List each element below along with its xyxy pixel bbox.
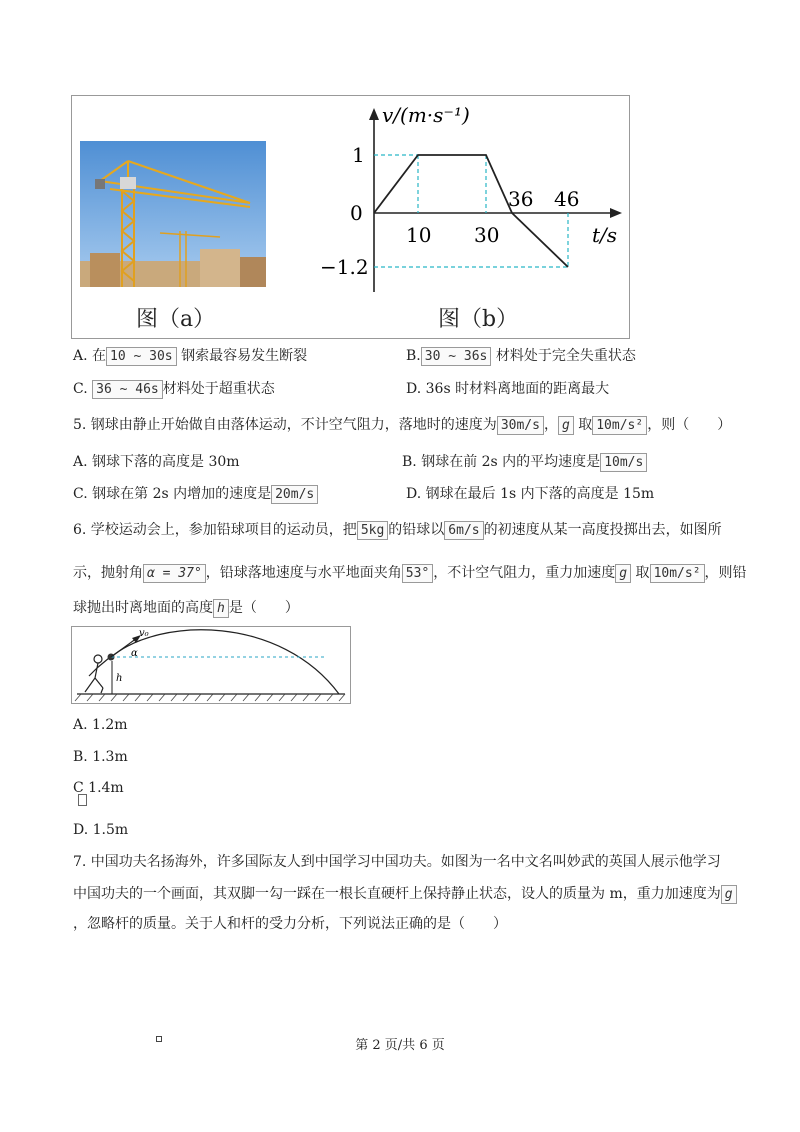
q5-option-c: C. 钢球在第 2s 内增加的速度是 20m/s xyxy=(73,484,318,504)
q4-a-box: 10 ~ 30s xyxy=(106,347,177,366)
q4-option-a: A. 在 10 ~ 30s 钢索最容易发生断裂 xyxy=(73,348,308,364)
tick-x30: 30 xyxy=(474,223,500,247)
x-axis-label: t/s xyxy=(592,223,618,247)
q5-box-g: g xyxy=(558,416,574,435)
vt-line xyxy=(374,155,568,267)
q4-c-box: 36 ~ 46s xyxy=(92,380,163,399)
q6-box-gv: 10m/s² xyxy=(650,564,705,583)
q6-box-53: 53° xyxy=(402,564,433,583)
crane-photo xyxy=(80,141,266,287)
q5-box-gv: 10m/s² xyxy=(592,416,647,435)
tick-x36: 36 xyxy=(508,187,534,211)
q5-box-v: 30m/s xyxy=(497,416,544,435)
q6-box-v0: 6m/s xyxy=(444,521,483,540)
caption-a: 图（a） xyxy=(136,307,216,332)
q7-stem-line1: 7. 中国功夫名扬海外，许多国际友人到中国学习中国功夫。如图为一名中文名叫妙武的英国人展示他学习 xyxy=(73,854,721,870)
tick-y0: 0 xyxy=(350,201,363,225)
vt-graph xyxy=(312,96,628,336)
q6-option-c: C 1.4m xyxy=(73,780,124,796)
q4-option-b: B. 30 ~ 36s 材料处于完全失重状态 xyxy=(406,348,636,364)
q6-box-h: h xyxy=(213,599,229,618)
q5-option-b: B. 钢球在前 2s 内的平均速度是 10m/s xyxy=(402,452,647,472)
tick-ym12: −1.2 xyxy=(320,255,369,279)
q4-b-box: 30 ~ 36s xyxy=(421,347,492,366)
shotput-figure xyxy=(71,626,351,704)
q5-b-box: 10m/s xyxy=(600,453,647,472)
q5-option-a: A. 钢球下落的高度是 30m xyxy=(73,454,240,470)
q5-c-box: 20m/s xyxy=(271,485,318,504)
q4-option-d: D. 36s 时材料离地面的距离最大 xyxy=(406,381,610,397)
q6-stem-line1: 6. 学校运动会上，参加铅球项目的运动员，把 5kg 的铅球以 6m/s 的初速度从某一高度投掷出去，如图所 xyxy=(73,522,722,538)
figure-4-frame xyxy=(71,95,630,339)
alpha-label: α xyxy=(131,648,138,659)
placeholder-box-icon xyxy=(78,794,87,806)
h-label: h xyxy=(116,673,123,684)
q6-stem-line2: 示，抛射角 α = 37° ，铅球落地速度与水平地面夹角 53° ，不计空气阻力，重力加速度 g 取 10m/s² ，则铅 xyxy=(73,565,747,581)
tick-x46: 46 xyxy=(554,187,580,211)
q5-option-d: D. 钢球在最后 1s 内下落的高度是 15m xyxy=(406,486,655,502)
q6-option-a: A. 1.2m xyxy=(73,717,128,733)
y-axis-label: v/(m·s⁻¹) xyxy=(382,103,470,127)
v0-label: v₀ xyxy=(139,628,149,639)
y-axis-arrow xyxy=(369,108,379,120)
page-footer: 第 2 页/共 6 页 xyxy=(355,1038,445,1053)
tick-x10: 10 xyxy=(406,223,432,247)
caption-b: 图（b） xyxy=(438,307,519,332)
tick-y1: 1 xyxy=(352,143,365,167)
q6-stem-line3: 球抛出时离地面的高度 h 是（ ） xyxy=(73,600,299,616)
q6-box-g: g xyxy=(615,564,631,583)
q7-stem-line3: ，忽略杆的质量。关于人和杆的受力分析，下列说法正确的是（ ） xyxy=(73,916,507,932)
q4-option-c: C. 36 ~ 46s 材料处于超重状态 xyxy=(73,381,275,397)
q6-box-mass: 5kg xyxy=(357,521,388,540)
q6-option-b: B. 1.3m xyxy=(73,749,128,765)
q6-box-alpha: α = 37° xyxy=(143,564,206,583)
q7-stem-line2: 中国功夫的一个画面，其双脚一勾一踩在一根长直硬杆上保持静止状态，设人的质量为 m，重力加速度为 g xyxy=(73,884,737,904)
q5-stem: 5. 钢球由静止开始做自由落体运动，不计空气阻力，落地时的速度为 30m/s ， g 取 10m/s² ，则（ ） xyxy=(73,417,732,433)
q6-option-d: D. 1.5m xyxy=(73,822,129,838)
x-axis-arrow xyxy=(610,208,622,218)
q7-box-g: g xyxy=(721,885,737,904)
